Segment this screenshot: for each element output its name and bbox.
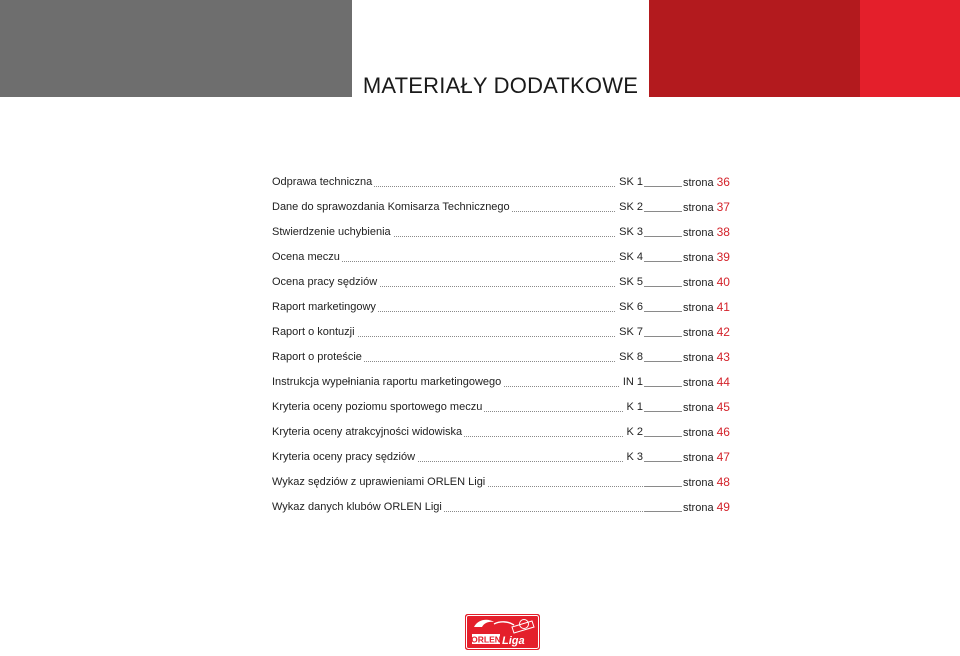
toc-row xyxy=(272,498,728,523)
toc-label: Raport marketingowy xyxy=(272,301,376,313)
header-dark-red-band xyxy=(649,0,860,97)
toc-code: K 1 xyxy=(623,401,644,414)
toc-page-number: 47 xyxy=(716,450,730,464)
toc-code: SK 7 xyxy=(616,326,644,339)
toc-label: Ocena meczu xyxy=(272,251,340,263)
toc-page-number: 39 xyxy=(716,250,730,264)
toc-code: K 2 xyxy=(623,426,644,439)
toc-page-word: strona xyxy=(683,252,714,264)
toc-code: SK 8 xyxy=(616,351,644,364)
toc-label: Kryteria oceny pracy sędziów xyxy=(272,451,416,463)
toc-code: SK 3 xyxy=(616,226,644,239)
header-gray-band xyxy=(0,0,352,97)
table-of-contents xyxy=(272,173,728,523)
toc-page-word: strona xyxy=(683,477,714,489)
toc-label: Wykaz danych klubów ORLEN Ligi xyxy=(272,501,442,513)
dot-leader xyxy=(644,486,682,487)
toc-page-number: 45 xyxy=(716,400,730,414)
toc-page xyxy=(682,426,730,440)
dot-leader xyxy=(644,311,682,312)
toc-label: Dane do sprawozdania Komisarza Technicznego xyxy=(272,201,510,213)
toc-label: Ocena pracy sędziów xyxy=(272,276,378,288)
toc-page xyxy=(682,251,730,265)
toc-page-word: strona xyxy=(683,377,714,389)
toc-page xyxy=(682,301,730,315)
toc-row xyxy=(272,273,728,298)
toc-label: Raport o proteście xyxy=(272,351,362,363)
dot-leader xyxy=(644,211,682,212)
toc-label: Kryteria oceny poziomu sportowego meczu xyxy=(272,401,483,413)
dot-leader xyxy=(644,461,682,462)
toc-page xyxy=(682,326,730,340)
toc-page-number: 44 xyxy=(716,375,730,389)
toc-page-number: 36 xyxy=(716,175,730,189)
logo-brand: ORLEN xyxy=(471,634,501,645)
toc-row xyxy=(272,473,728,498)
toc-row xyxy=(272,173,728,198)
toc-page xyxy=(682,451,730,465)
toc-code: SK 6 xyxy=(616,301,644,314)
toc-label: Kryteria oceny atrakcyjności widowiska xyxy=(272,426,463,438)
toc-page-word: strona xyxy=(683,202,714,214)
toc-code: IN 1 xyxy=(620,376,644,389)
toc-code: SK 4 xyxy=(616,251,644,264)
toc-page-word: strona xyxy=(683,502,714,514)
toc-page-word: strona xyxy=(683,177,714,189)
toc-label: Wykaz sędziów z uprawieniami ORLEN Ligi xyxy=(272,476,486,488)
toc-code: SK 2 xyxy=(616,201,644,214)
toc-page-number: 48 xyxy=(716,475,730,489)
toc-page-word: strona xyxy=(683,452,714,464)
toc-row xyxy=(272,198,728,223)
toc-page-word: strona xyxy=(683,427,714,439)
toc-page-number: 40 xyxy=(716,275,730,289)
toc-row xyxy=(272,298,728,323)
toc-page-number: 38 xyxy=(716,225,730,239)
toc-code: SK 5 xyxy=(616,276,644,289)
dot-leader xyxy=(644,236,682,237)
toc-page-number: 49 xyxy=(716,500,730,514)
header-red-band xyxy=(860,0,960,97)
toc-page xyxy=(682,376,730,390)
toc-row xyxy=(272,448,728,473)
toc-page-word: strona xyxy=(683,227,714,239)
toc-code: SK 1 xyxy=(616,176,644,189)
orlen-liga-logo xyxy=(464,613,541,651)
dot-leader xyxy=(644,286,682,287)
toc-row xyxy=(272,423,728,448)
toc-page-word: strona xyxy=(683,327,714,339)
toc-page xyxy=(682,176,730,190)
toc-row xyxy=(272,348,728,373)
toc-code: K 3 xyxy=(623,451,644,464)
logo-word: Liga xyxy=(502,635,525,647)
toc-page xyxy=(682,401,730,415)
toc-page xyxy=(682,351,730,365)
toc-page-number: 37 xyxy=(716,200,730,214)
toc-label: Odprawa techniczna xyxy=(272,176,373,188)
dot-leader xyxy=(644,436,682,437)
toc-page-number: 46 xyxy=(716,425,730,439)
orlen-liga-logo-icon xyxy=(464,613,541,651)
toc-page xyxy=(682,501,730,515)
dot-leader xyxy=(644,186,682,187)
dot-leader xyxy=(644,386,682,387)
dot-leader xyxy=(644,411,682,412)
page-title: MATERIAŁY DODATKOWE xyxy=(362,73,639,98)
dot-leader xyxy=(644,336,682,337)
toc-row xyxy=(272,398,728,423)
toc-page xyxy=(682,476,730,490)
toc-page-word: strona xyxy=(683,352,714,364)
toc-page-number: 43 xyxy=(716,350,730,364)
toc-page-number: 42 xyxy=(716,325,730,339)
toc-label: Raport o kontuzji xyxy=(272,326,355,338)
toc-row xyxy=(272,248,728,273)
toc-page-word: strona xyxy=(683,402,714,414)
dot-leader xyxy=(644,261,682,262)
dot-leader xyxy=(644,511,682,512)
dot-leader xyxy=(644,361,682,362)
toc-row xyxy=(272,223,728,248)
toc-label: Instrukcja wypełniania raportu marketingowego xyxy=(272,376,502,388)
toc-label: Stwierdzenie uchybienia xyxy=(272,226,391,238)
toc-row xyxy=(272,373,728,398)
toc-page xyxy=(682,201,730,215)
toc-page-word: strona xyxy=(683,302,714,314)
toc-page-number: 41 xyxy=(716,300,730,314)
toc-page-word: strona xyxy=(683,277,714,289)
toc-row xyxy=(272,323,728,348)
toc-page xyxy=(682,276,730,290)
toc-page xyxy=(682,226,730,240)
